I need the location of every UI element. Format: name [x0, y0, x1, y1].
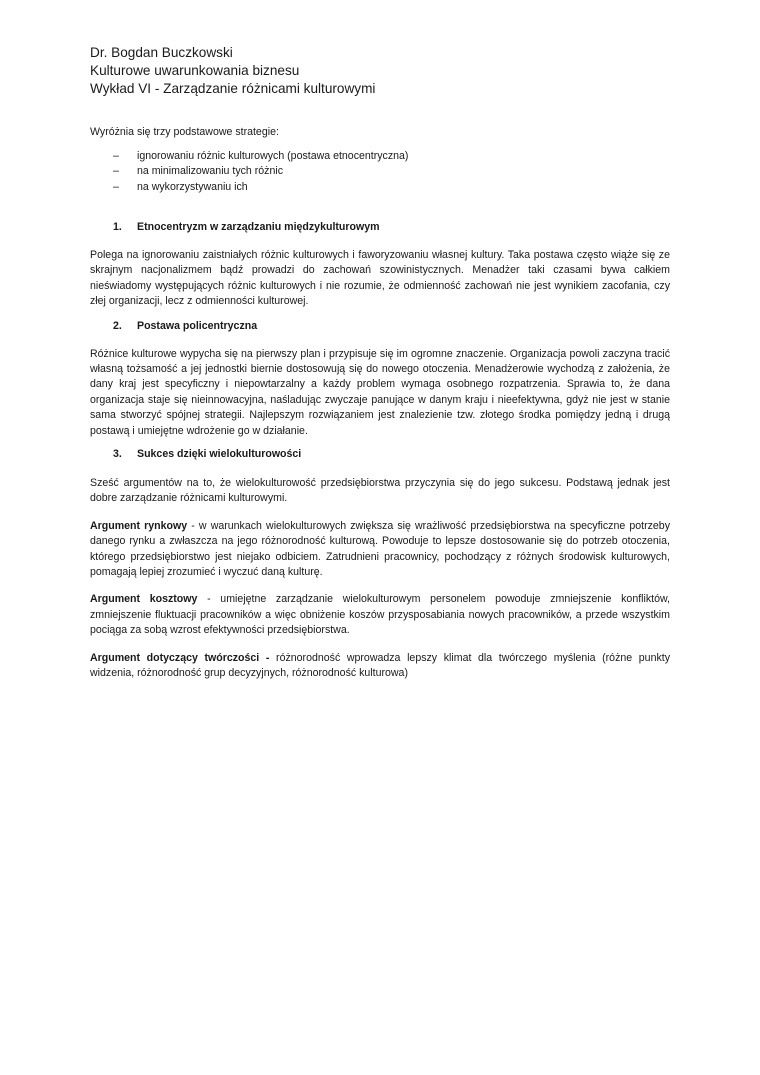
section-heading-multiculturalism: [90, 447, 670, 462]
strategy-item-text: na wykorzystywaniu ich: [137, 180, 248, 193]
dash-bullet-icon: –: [113, 150, 119, 162]
section-number: 3.: [113, 447, 122, 460]
author-name: Dr. Bogdan Buczkowski: [90, 45, 233, 60]
argument-lead: Argument rynkowy: [90, 519, 188, 532]
paragraph-polycentric: Różnice kulturowe wypycha się na pierwszy plan i przypisuje się im ogromne znaczenie. Organizacja powoli zaczyna tracić własną tożsamość a jej jednostki biernie dostosowują się do nowego otoczenia. Menadżerowie wychodzą z założenia, że dany kraj jest specyficzny i niepowtarzalny a każdy problem wymaga osobnego rozpatrzenia. Sprawia to, że dana organizacja staje się nieinnowacyjna, naśladując zwyczaje panujące w danym kraju i nieefektywna, gdyż nie jest w stanie sama stworzyć spójnej strategii. Najlepszym rozwiązaniem jest znalezienie tzw. złotego środka pomiędzy jedną i drugą postawą i umiejętne wdrożenie go w działanie.: [90, 347, 670, 437]
paragraph-cost-argument: [90, 592, 670, 638]
lecture-title: Wykład VI - Zarządzanie różnicami kulturowymi: [90, 81, 376, 96]
paragraph-market-argument: [90, 519, 670, 581]
argument-lead: Argument dotyczący twórczości -: [90, 651, 270, 664]
strategy-item: [90, 180, 670, 195]
section-heading-ethnocentrism: [90, 220, 670, 235]
strategy-list: [90, 149, 670, 195]
paragraph-ethnocentrism: Polega na ignorowaniu zaistniałych różnic kulturowych i faworyzowaniu własnej kultury. Taka postawa często wiąże się ze skrajnym nacjonalizmem bądź prowadzi do zachowań szowinistycznych. Menadżer taki czasami bywa całkiem nieświadomy występujących różnic kulturowych i nie rozumie, że odmienność zachowań nie jest wynikiem zacofania, czy złej organizacji, lecz z odmienności kulturowej.: [90, 248, 670, 308]
section-number: 1.: [113, 220, 122, 233]
strategy-item-text: na minimalizowaniu tych różnic: [137, 165, 284, 178]
intro-text: Wyróżnia się trzy podstawowe strategie:: [90, 126, 279, 138]
document-page: [90, 44, 670, 681]
strategy-item: [90, 149, 670, 164]
dash-bullet-icon: –: [113, 180, 119, 193]
dash-bullet-icon: –: [113, 165, 119, 178]
section-title: Etnocentryzm w zarządzaniu międzykulturowym: [137, 220, 380, 233]
course-title: Kulturowe uwarunkowania biznesu: [90, 63, 300, 78]
strategy-item: [90, 164, 670, 179]
strategy-item-text: ignorowaniu różnic kulturowych (postawa etnocentryczna): [137, 150, 409, 162]
argument-lead: Argument kosztowy: [90, 593, 198, 606]
paragraph-six-arguments: Sześć argumentów na to, że wielokulturowość przedsiębiorstwa przyczynia się do jego sukcesu. Podstawą jednak jest dobre zarządzanie różnicami kulturowymi.: [90, 476, 670, 505]
argument-text: - umiejętne zarządzanie wielokulturowym personelem powoduje zmniejszenie konfliktów, zmniejszenie fluktuacji pracowników a więc obniżenie koszów przysposabiania nowych pracowników, a przede wszystkim pociąga za sobą wzrost efektywności przedsiębiorstwa.: [90, 593, 671, 637]
argument-text: różnorodność wprowadza lepszy klimat dla twórczego myślenia (różne punkty widzenia, różnorodność grup decyzyjnych, różnorodność kulturowa): [90, 651, 670, 680]
section-number: 2.: [113, 319, 122, 332]
section-title: Postawa policentryczna: [137, 319, 258, 332]
section-title: Sukces dzięki wielokulturowości: [137, 447, 302, 460]
argument-text: - w warunkach wielokulturowych zwiększa się wrażliwość przedsiębiorstwa na specyficzne potrzeby danego rynku a zwłaszcza na jego różnorodność kulturową. Powoduje to lepsze dostosowanie się do potrzeb otoczenia, którego przedsiębiorstwo jest niejako odbiciem. Zatrudnieni pracownicy, pochodzący z różnych środowisk kulturowych, pomagają lepiej zrozumieć i wyczuć daną kulturę.: [90, 519, 670, 578]
section-heading-polycentric: [90, 319, 670, 334]
paragraph-creativity-argument: [90, 651, 670, 682]
